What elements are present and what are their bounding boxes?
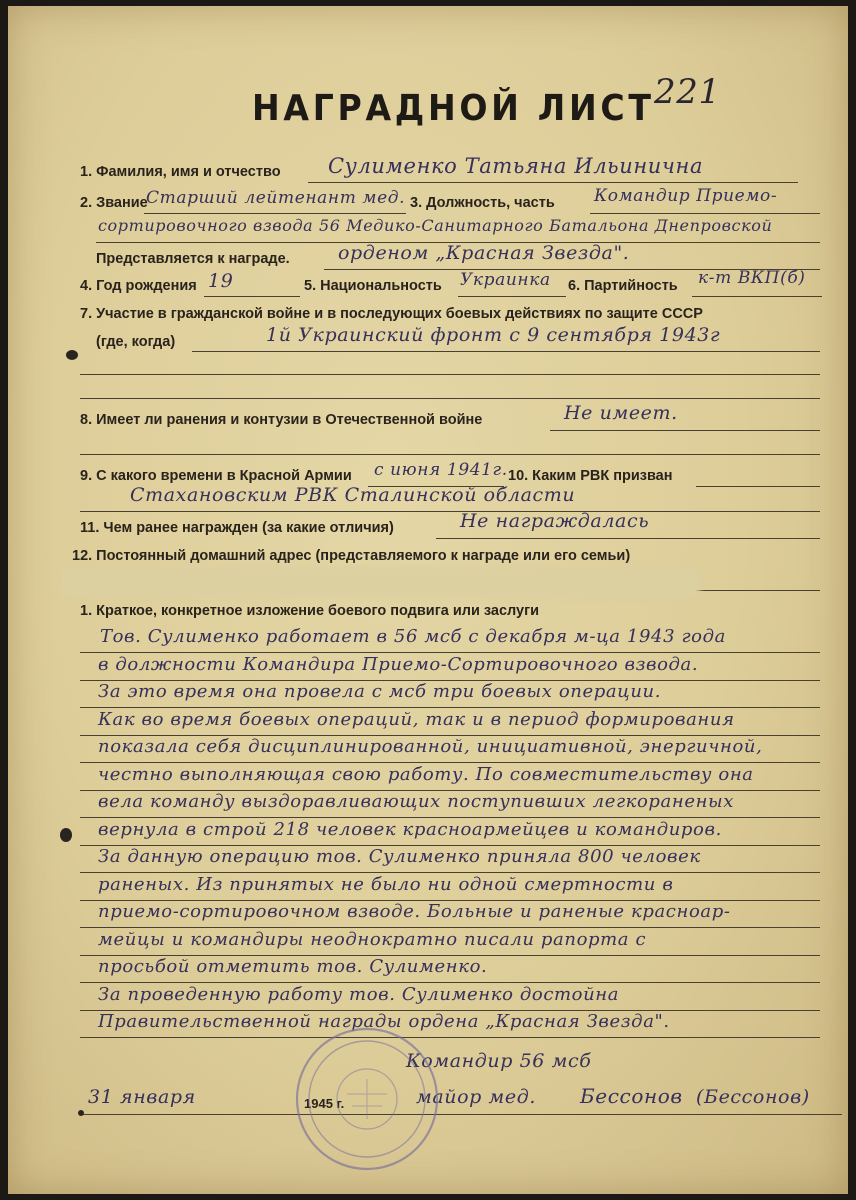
feat-line: просьбой отметить тов. Сулименко. xyxy=(98,956,488,977)
feat-line: За данную операцию тов. Сулименко приняла 800 человек xyxy=(98,846,701,867)
field-wounds-value: Не имеет. xyxy=(564,402,678,424)
award-presentation-label: Представляется к награде. xyxy=(96,251,290,267)
feat-line: За это время она провела с мсб три боевых операции. xyxy=(98,681,662,702)
field-rank-value: Старший лейтенант мед. xyxy=(146,188,406,208)
field-name-label: 1. Фамилия, имя и отчество xyxy=(80,164,281,180)
feat-line: раненых. Из принятых не было ни одной смертности в xyxy=(98,873,674,895)
feat-line: в должности Командира Приемо-Сортировочного взвода. xyxy=(98,653,699,675)
feat-line: показала себя дисциплинированной, инициативной, энергичной, xyxy=(98,736,763,757)
field-birth-year-label: 4. Год рождения xyxy=(80,278,197,294)
field-address-label: 12. Постоянный домашний адрес (представляемого к награде или его семьи) xyxy=(72,548,631,564)
redacted-address xyxy=(60,566,700,598)
field-party-value: к-т ВКП(б) xyxy=(698,268,806,288)
field-nationality-label: 5. Национальность xyxy=(304,278,442,294)
official-stamp xyxy=(292,1024,442,1174)
feat-line: Тов. Сулименко работает в 56 мсб с декабря м-ца 1943 года xyxy=(100,626,726,647)
award-presentation-value: орденом „Красная Звезда". xyxy=(338,242,630,264)
field-army-since-label: 9. С какого времени в Красной Армии xyxy=(80,468,352,484)
field-position-value-1: Командир Приемо- xyxy=(594,186,778,206)
field-position-value-2: сортировочного взвода 56 Медико-Санитарного Батальона Днепровской xyxy=(98,216,773,235)
field-wounds-label: 8. Имеет ли ранения и контузии в Отечественной войне xyxy=(80,412,483,428)
field-rvk-value: Стахановским РВК Сталинской области xyxy=(130,484,576,506)
field-position-label: 3. Должность, часть xyxy=(410,195,555,211)
field-nationality-value: Украинка xyxy=(460,270,551,290)
signature-commander: Командир 56 мсб xyxy=(406,1050,592,1072)
feat-line: За проведенную работу тов. Сулименко достойна xyxy=(98,983,620,1005)
field-participation-sub: (где, когда) xyxy=(96,334,176,350)
archive-number: 221 xyxy=(654,72,721,112)
field-army-since-value: с июня 1941г. xyxy=(374,460,508,480)
signature-name: (Бессонов) xyxy=(696,1086,810,1108)
award-sheet xyxy=(8,6,848,1194)
signature-date: 31 января xyxy=(88,1086,196,1108)
field-rank-label: 2. Звание xyxy=(80,195,148,211)
signature-rank: майор мед. xyxy=(416,1086,537,1108)
signature-year: 1945 г. xyxy=(304,1096,345,1111)
field-rvk-label: 10. Каким РВК призван xyxy=(508,468,673,484)
feat-line: приемо-сортировочном взводе. Больные и раненые красноар- xyxy=(98,901,731,922)
feat-line: Правительственной награды ордена „Красная Звезда". xyxy=(98,1011,670,1032)
feat-line: вернула в строй 218 человек красноармейцев и командиров. xyxy=(98,818,722,840)
field-participation-label: 7. Участие в гражданской войне и в последующих боевых действиях по защите СССР xyxy=(80,306,703,322)
field-participation-value: 1й Украинский фронт с 9 сентября 1943г xyxy=(266,324,721,346)
signature-mark: Бессонов xyxy=(580,1084,683,1108)
feat-line: вела команду выздоравливающих поступивших легкораненых xyxy=(98,791,735,812)
feat-line: мейцы и командиры неоднократно писали рапорта с xyxy=(98,928,647,950)
feat-section-label: 1. Краткое, конкретное изложение боевого подвига или заслуги xyxy=(80,603,540,619)
field-birth-year-value: 19 xyxy=(208,270,234,292)
feat-line: честно выполняющая свою работу. По совместительству она xyxy=(98,763,754,785)
field-prior-awards-value: Не награждалась xyxy=(460,510,650,532)
field-name-value: Сулименко Татьяна Ильинична xyxy=(328,154,704,178)
feat-line: Как во время боевых операций, так и в период формирования xyxy=(98,708,735,730)
field-prior-awards-label: 11. Чем ранее награжден (за какие отличия) xyxy=(80,520,394,536)
field-party-label: 6. Партийность xyxy=(568,278,678,294)
document-title: НАГРАДНОЙ ЛИСТ xyxy=(252,88,655,129)
